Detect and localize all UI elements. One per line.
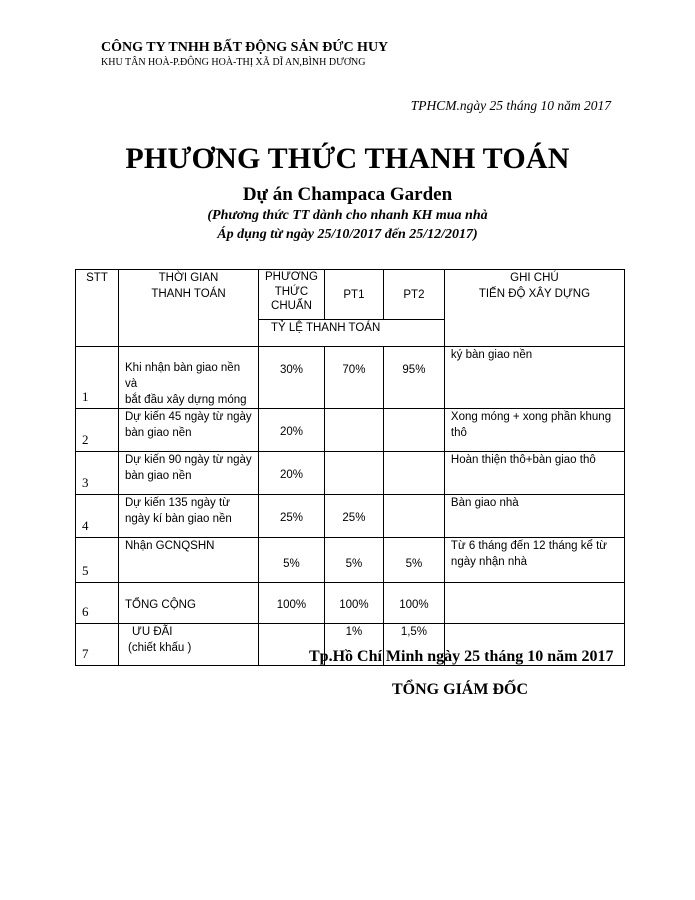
row-pt1 (324, 409, 383, 452)
row-standard (259, 538, 325, 583)
row-time (119, 409, 259, 452)
row-note-line-1: Xong móng + xong phần khung (450, 411, 612, 423)
row-time-line-1: Dự kiến 45 ngày từ ngày (125, 411, 252, 423)
date-line: TPHCM.ngày 25 tháng 10 năm 2017 (410, 98, 611, 113)
row-standard (259, 452, 325, 495)
row-standard (259, 409, 325, 452)
row-note-line-1: Từ 6 tháng đến 12 tháng kể từ (450, 540, 607, 552)
row-pt2 (383, 583, 444, 624)
header-note (444, 270, 624, 347)
row-note (444, 538, 624, 583)
row-stt-value: 3 (82, 475, 89, 490)
row-stt (76, 347, 119, 409)
header-time-line-2: THANH TOÁN (151, 288, 226, 300)
row-pt1 (324, 452, 383, 495)
table-row (76, 409, 625, 452)
row-time-line-1: ƯU ĐÃI (132, 626, 173, 638)
row-note (444, 452, 624, 495)
subtitle-line-1: (Phương thức TT dành cho nhanh KH mua nhà (207, 208, 488, 223)
row-time-line-1: TỔNG CỘNG (125, 599, 196, 611)
row-standard-value: 25% (279, 512, 303, 524)
row-standard-value: 20% (279, 469, 303, 481)
company-address: KHU TÂN HOÀ-P.ĐÔNG HOÀ-THỊ XÃ DĨ AN,BÌNH DƯƠNG (101, 57, 366, 68)
row-stt (76, 495, 119, 538)
row-stt (76, 409, 119, 452)
row-note (444, 409, 624, 452)
footer-date: Tp.Hồ Chí Minh ngày 25 tháng 10 năm 2017 (309, 648, 614, 665)
row-pt1-value: 5% (345, 558, 363, 570)
table-row (76, 583, 625, 624)
row-pt2-value: 95% (402, 364, 426, 376)
row-pt2 (383, 409, 444, 452)
project-name: Dự án Champaca Garden (242, 184, 453, 205)
row-standard-value: 5% (283, 558, 300, 570)
row-pt2 (383, 452, 444, 495)
row-standard-value: 20% (279, 426, 303, 438)
header-standard-line-3: CHUẨN (271, 300, 312, 312)
header-standard (259, 270, 325, 320)
table-row (76, 538, 625, 583)
row-stt (76, 624, 119, 666)
row-time (119, 538, 259, 583)
row-stt-value: 4 (82, 518, 89, 533)
row-standard (259, 583, 325, 624)
row-time (119, 495, 259, 538)
document-title: PHƯƠNG THỨC THANH TOÁN (125, 142, 570, 175)
row-pt1 (324, 347, 383, 409)
row-note-line-1: Hoàn thiện thô+bàn giao thô (450, 454, 596, 466)
row-stt-value: 5 (82, 563, 89, 578)
row-stt-value: 7 (82, 646, 89, 661)
row-time-line-1: Dự kiến 90 ngày từ ngày (125, 454, 252, 466)
header-time (119, 270, 259, 347)
row-time-line-1: Khi nhận bàn giao nền và (125, 362, 241, 390)
row-note-line-2: ngày nhận nhà (450, 556, 528, 568)
row-time (119, 583, 259, 624)
row-stt (76, 452, 119, 495)
row-standard-value: 100% (276, 599, 307, 611)
director-title: TỔNG GIÁM ĐỐC (392, 681, 528, 698)
header-ratio (259, 320, 445, 347)
row-time (119, 347, 259, 409)
header-pt2 (383, 270, 444, 320)
row-note (444, 495, 624, 538)
row-note-line-1: ký bàn giao nền (450, 349, 533, 361)
table-row (76, 495, 625, 538)
header-note-line-1: GHI CHÚ (510, 272, 559, 284)
row-pt2-value: 100% (399, 599, 429, 611)
row-stt-value: 2 (82, 432, 89, 447)
row-pt2 (383, 347, 444, 409)
row-time-line-1: Dự kiến 135 ngày từ (125, 497, 230, 509)
row-time-line-2: (chiết khấu ) (128, 642, 192, 654)
header-standard-line-1: PHƯƠNG (265, 271, 318, 283)
row-pt1-value: 25% (342, 512, 366, 524)
row-stt-value: 1 (82, 389, 89, 404)
row-pt1-value: 70% (342, 364, 366, 376)
row-pt2 (383, 538, 444, 583)
row-pt1 (324, 495, 383, 538)
row-time-line-2: bàn giao nền (125, 470, 192, 482)
header-note-line-2: TIẾN ĐỘ XÂY DỰNG (478, 288, 591, 300)
payment-table (75, 269, 625, 666)
row-time-line-2: ngày kí bàn giao nền (125, 513, 232, 525)
header-pt1-label: PT1 (343, 288, 365, 301)
row-standard (259, 495, 325, 538)
table-row (76, 347, 625, 409)
row-note-line-2: thô (450, 427, 467, 439)
row-stt (76, 583, 119, 624)
company-name: CÔNG TY TNHH BẤT ĐỘNG SẢN ĐỨC HUY (101, 40, 389, 55)
row-pt1-value: 1% (345, 626, 363, 638)
row-stt (76, 538, 119, 583)
row-pt1 (324, 538, 383, 583)
row-time-line-1: Nhận GCNQSHN (125, 540, 215, 552)
row-pt1 (324, 583, 383, 624)
header-pt2-label: PT2 (403, 288, 425, 301)
row-standard-value: 30% (279, 364, 303, 376)
header-row (76, 270, 625, 320)
row-note (444, 583, 624, 624)
row-pt2-value: 1,5% (400, 626, 428, 638)
row-time (119, 624, 259, 666)
header-stt (76, 270, 119, 347)
row-time (119, 452, 259, 495)
row-pt2-value: 5% (405, 558, 423, 570)
row-standard (259, 347, 325, 409)
row-pt1-value: 100% (339, 599, 369, 611)
row-stt-value: 6 (82, 604, 89, 619)
header-stt-label: STT (86, 272, 108, 284)
row-time-line-2: bàn giao nền (125, 427, 192, 439)
row-note (444, 347, 624, 409)
header-time-line-1: THỜI GIAN (158, 272, 219, 284)
row-note-line-1: Bàn giao nhà (450, 497, 519, 509)
header-standard-line-2: THỨC (274, 285, 309, 298)
row-pt2 (383, 495, 444, 538)
table-row (76, 452, 625, 495)
header-ratio-label: TỶ LỆ THANH TOÁN (271, 322, 381, 334)
row-time-line-2: bắt đầu xây dựng móng (125, 394, 247, 406)
header-pt1 (324, 270, 383, 320)
subtitle-line-2: Áp dụng từ ngày 25/10/2017 đến 25/12/2017) (217, 227, 478, 242)
